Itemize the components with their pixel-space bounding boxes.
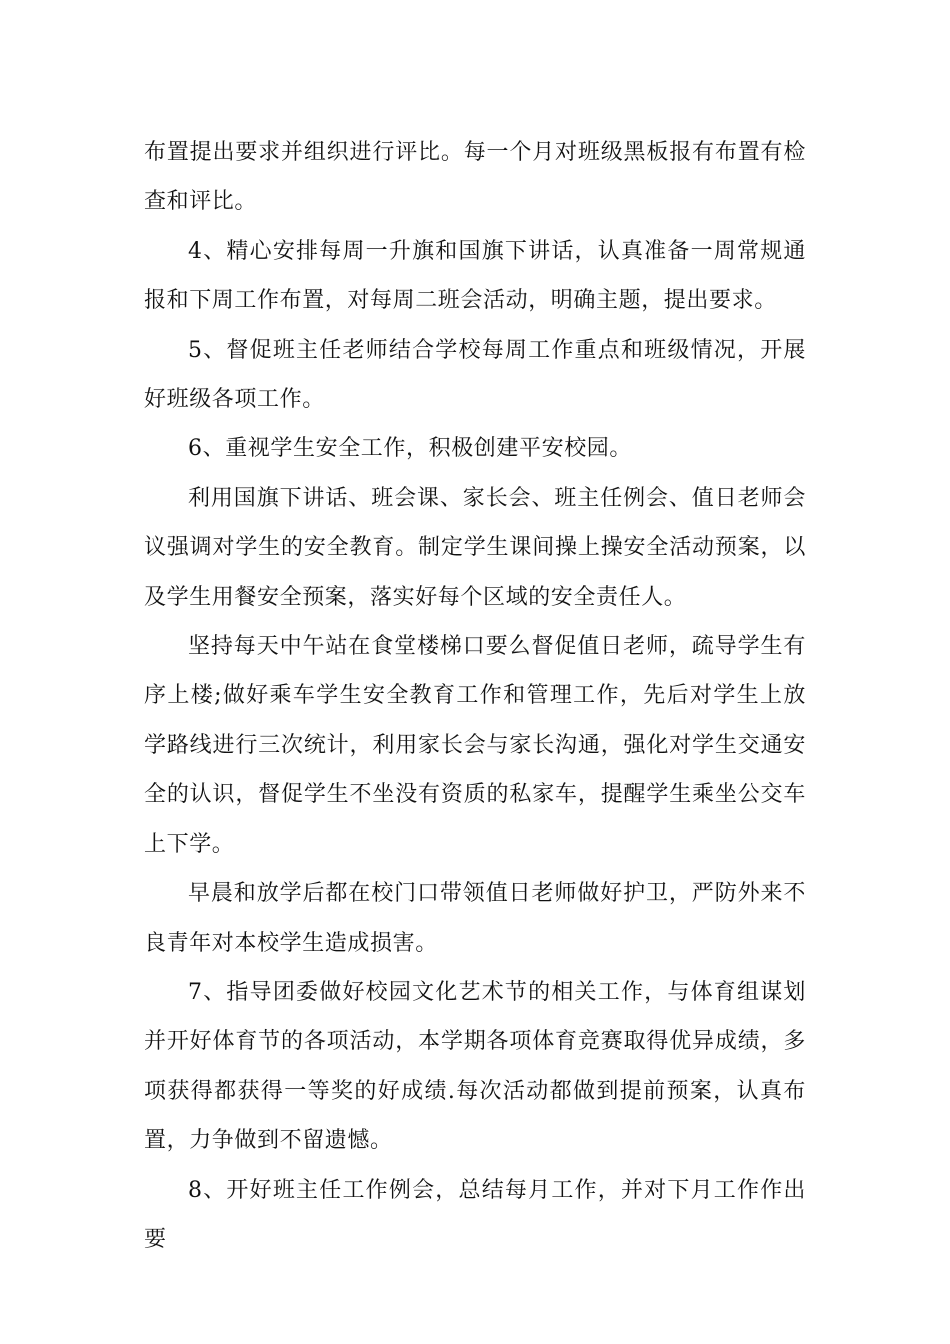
paragraph-safety-education: 利用国旗下讲话、班会课、家长会、班主任例会、值日老师会议强调对学生的安全教育。制定学生课间操上操安全活动预案，以及学生用餐安全预案，落实好每个区域的安全责任人。: [144, 485, 806, 610]
paragraph-item-7: 7、指导团委做好校园文化艺术节的相关工作，与体育组谋划并开好体育节的各项活动，本学期各项体育竞赛取得优异成绩，多项获得都获得一等奖的好成绩.每次活动都做到提前预案，认真布置，力争做到不留遗憾。: [144, 979, 806, 1154]
paragraph-item-8: 8、开好班主任工作例会，总结每月工作，并对下月工作作出要: [144, 1177, 806, 1252]
paragraph-continuation: 布置提出要求并组织进行评比。每一个月对班级黑板报有布置有检查和评比。: [144, 140, 806, 215]
document-body: [144, 128, 806, 1264]
paragraph-item-5: 5、督促班主任老师结合学校每周工作重点和班级情况，开展好班级各项工作。: [144, 337, 806, 413]
paragraph-school-gate: 早晨和放学后都在校门口带领值日老师做好护卫，严防外来不良青年对本校学生造成损害。: [144, 881, 806, 956]
paragraph-item-4: 4、精心安排每周一升旗和国旗下讲话，认真准备一周常规通报和下周工作布置，对每周二班会活动，明确主题，提出要求。: [144, 238, 806, 314]
paragraph-item-6: 6、重视学生安全工作，积极创建平安校园。: [188, 436, 632, 462]
paragraph-canteen-traffic: 坚持每天中午站在食堂楼梯口要么督促值日老师，疏导学生有序上楼;做好乘车学生安全教育工作和管理工作，先后对学生上放学路线进行三次统计，利用家长会与家长沟通，强化对学生交通安全的认识，督促学生不坐没有资质的私家车，提醒学生乘坐公交车上下学。: [144, 634, 806, 857]
